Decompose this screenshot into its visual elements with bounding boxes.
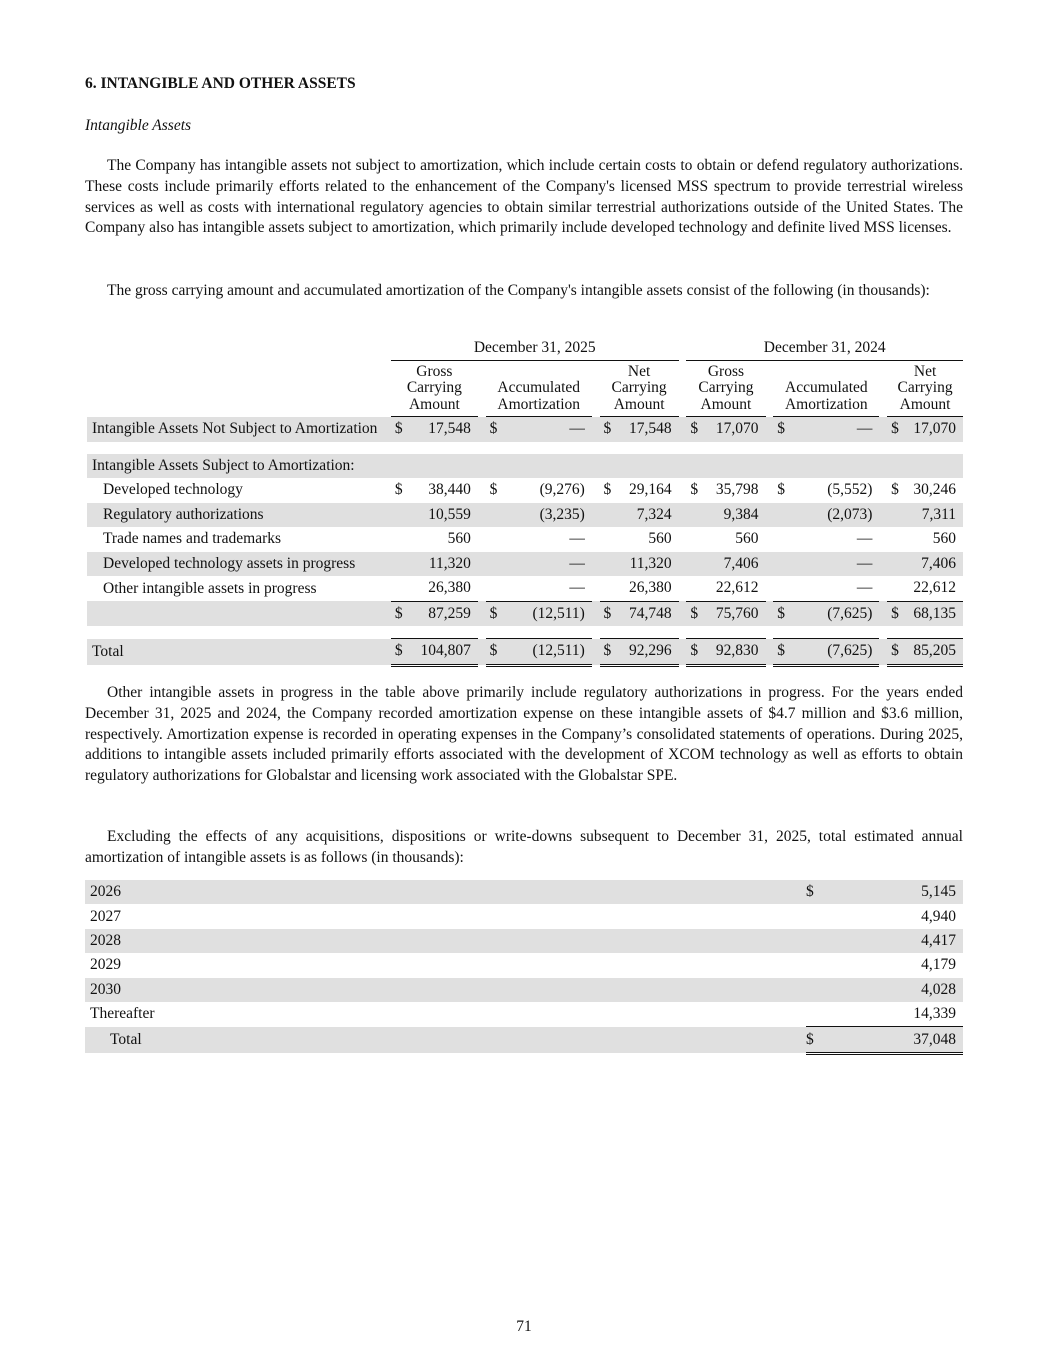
period-header-row <box>87 336 963 361</box>
subtotal-row: $ 87,259 $ (12,511) $ 74,748 $ 75,760 $ (7,625) $ 68,135 <box>87 601 963 626</box>
schedule-row: Thereafter 14,339 <box>90 1005 956 1023</box>
table-row: Developed technology assets in progress 11,320 — 11,320 7,406 — 7,406 <box>87 552 963 577</box>
net-carrying-header-2025: Net Carrying Amount <box>600 361 679 417</box>
page-number: 71 <box>516 1318 532 1335</box>
subsection-title: Intangible Assets <box>85 117 192 134</box>
paragraph-schedule-intro: Excluding the effects of any acquisitions, dispositions or write-downs subsequent to December 31, 2025, total estimated annual amortization of intangible assets is as follows (in thousands): <box>85 828 963 866</box>
schedule-row: 2029 4,179 <box>90 956 956 974</box>
table-row: Regulatory authorizations 10,559 (3,235) 7,324 9,384 (2,073) 7,311 <box>87 503 963 528</box>
period-2024: December 31, 2024 <box>686 336 963 361</box>
paragraph-in-progress-note: Other intangible assets in progress in the table above primarily include regulatory authorizations in progress. For the years ended December 31, 2025 and 2024, the Company recorded amortization expense on these intangible assets of $4.7 million and $3.6 million, respectively. Amortization expense is recorded in operating expenses in the Company’s consolidated statements of operations. During 2025, additions to intangible assets included primarily efforts associated with the development of XCOM technology as well as efforts to obtain regulatory authorizations for Globalstar and licensing work associated with the Globalstar SPE. <box>85 684 963 785</box>
table-row: Trade names and trademarks 560 — 560 560 — 560 <box>103 530 956 548</box>
subject-header: Intangible Assets Subject to Amortization: <box>87 454 963 479</box>
row-label: Intangible Assets Not Subject to Amortization <box>87 417 391 442</box>
table-row: Other intangible assets in progress 26,380 — 26,380 22,612 — 22,612 <box>103 579 956 597</box>
accumulated-amortization-header-2025: Accumulated Amortization <box>486 361 592 417</box>
total-row: Total $ 104,807 $ (12,511) $ 92,296 $ 92,830 $ (7,625) $ 85,205 <box>87 639 963 666</box>
gross-carrying-header-2025: Gross Carrying Amount <box>391 361 478 417</box>
amortization-schedule-table <box>85 880 963 1055</box>
accumulated-amortization-header-2024: Accumulated Amortization <box>773 361 879 417</box>
gross-carrying-header-2024: Gross Carrying Amount <box>686 361 765 417</box>
table-row: Developed technology $ 38,440 $ (9,276) $ 29,164 $ 35,798 $ (5,552) $ 30,246 <box>103 481 956 499</box>
schedule-row: 2028 4,417 <box>85 929 963 953</box>
schedule-row: 2027 4,940 <box>90 907 956 925</box>
schedule-total-row: Total $ 37,048 <box>85 1027 963 1053</box>
schedule-row: 2030 4,028 <box>85 978 963 1002</box>
column-header-row <box>87 361 963 417</box>
net-carrying-header-2024: Net Carrying Amount <box>887 361 963 417</box>
schedule-row: 2026 $ 5,145 <box>85 880 963 904</box>
intangible-assets-table <box>87 336 963 667</box>
paragraph-table-intro: The gross carrying amount and accumulated amortization of the Company's intangible assets consist of the following (in thousands): <box>107 282 930 299</box>
section-title: 6. INTANGIBLE AND OTHER ASSETS <box>85 75 356 92</box>
subject-header-row <box>87 454 963 479</box>
paragraph-intro: The Company has intangible assets not subject to amortization, which include certain costs to obtain or defend regulatory authorizations. These costs include primarily efforts related to the enhancement of the Company's licensed MSS spectrum to provide terrestrial wireless services as well as costs with international regulatory agencies to obtain similar terrestrial authorizations outside of the United States. The Company also has intangible assets subject to amortization, which primarily include developed technology and definite lived MSS licenses. <box>85 157 963 237</box>
period-2025: December 31, 2025 <box>391 336 679 361</box>
not-subject-row: Intangible Assets Not Subject to Amortization $ 17,548 $ — $ 17,548 $ 17,070 $ — $ 17,070 <box>87 417 963 442</box>
